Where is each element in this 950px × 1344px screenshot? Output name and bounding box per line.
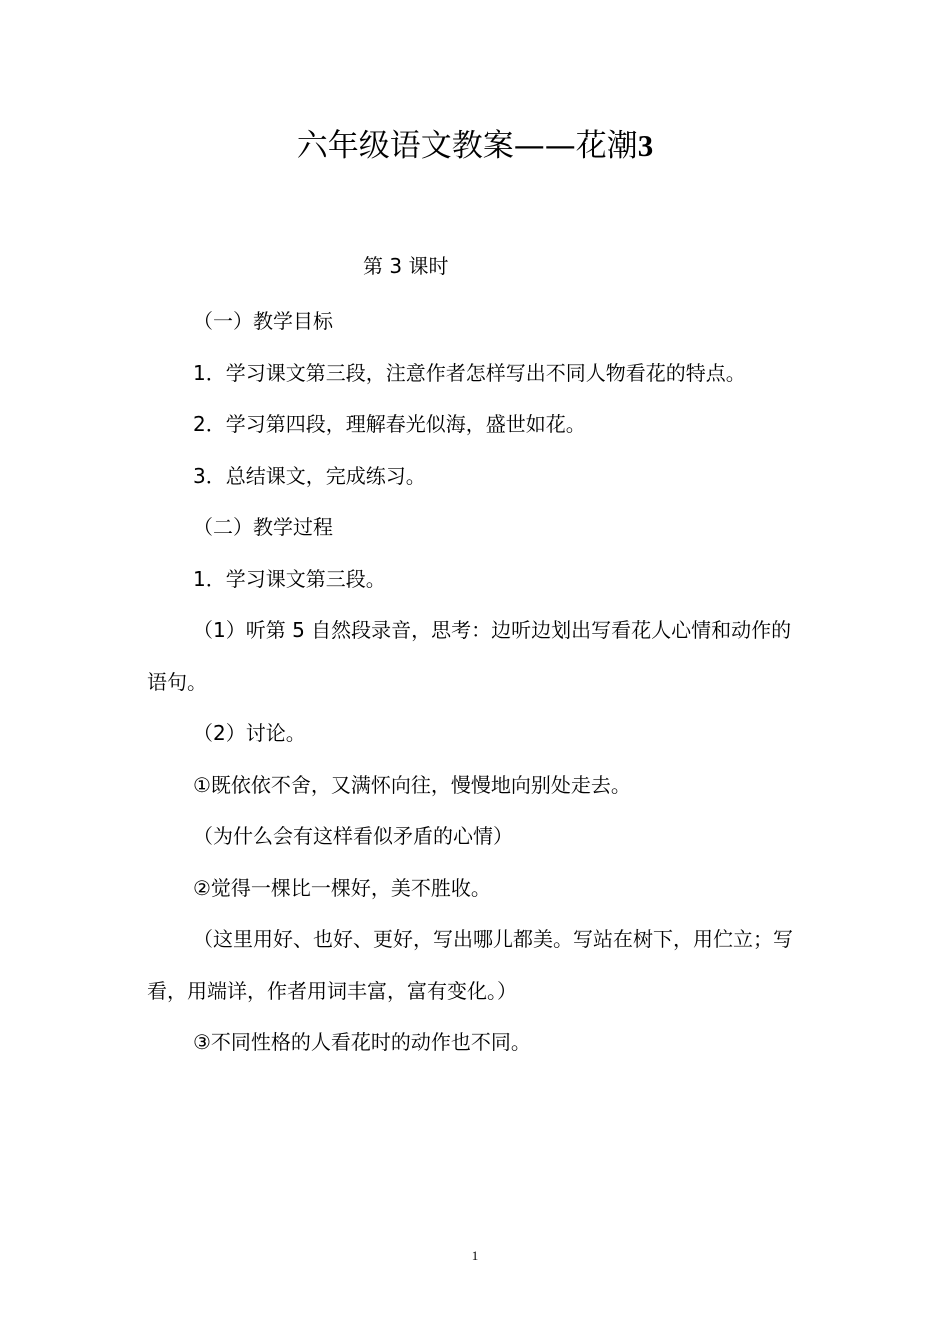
lesson-period: 第 3 课时 <box>363 254 449 278</box>
paragraph: （为什么会有这样看似矛盾的心情） <box>193 824 513 848</box>
paragraph: ②觉得一棵比一棵好，美不胜收。 <box>193 875 491 900</box>
document-title-text: 六年级语文教案——花潮 <box>296 128 638 164</box>
document-body <box>147 296 807 1069</box>
paragraph: 1．学习课文第三段。 <box>193 566 386 591</box>
section-heading: （二）教学过程 <box>193 515 333 539</box>
page-number: 1 <box>471 1248 479 1263</box>
paragraph: 3．总结课文，完成练习。 <box>193 463 426 488</box>
paragraph: ①既依依不舍，又满怀向往，慢慢地向别处走去。 <box>193 772 631 797</box>
section-heading: （一）教学目标 <box>193 309 333 333</box>
paragraph: （1）听第 5 自然段录音，思考：边听边划出写看花人心情和动作的语句。 <box>147 618 792 694</box>
document-title <box>0 122 950 170</box>
paragraph: 1．学习课文第三段，注意作者怎样写出不同人物看花的特点。 <box>193 360 746 385</box>
paragraph: ③不同性格的人看花时的动作也不同。 <box>193 1030 531 1054</box>
paragraph: 2．学习第四段，理解春光似海，盛世如花。 <box>193 412 586 436</box>
paragraph: （这里用好、也好、更好，写出哪儿都美。写站在树下，用伫立；写看，用端详，作者用词丰富，富有变化。） <box>147 927 793 1003</box>
document-title-number: 3 <box>637 128 654 163</box>
paragraph: （2）讨论。 <box>193 721 306 745</box>
